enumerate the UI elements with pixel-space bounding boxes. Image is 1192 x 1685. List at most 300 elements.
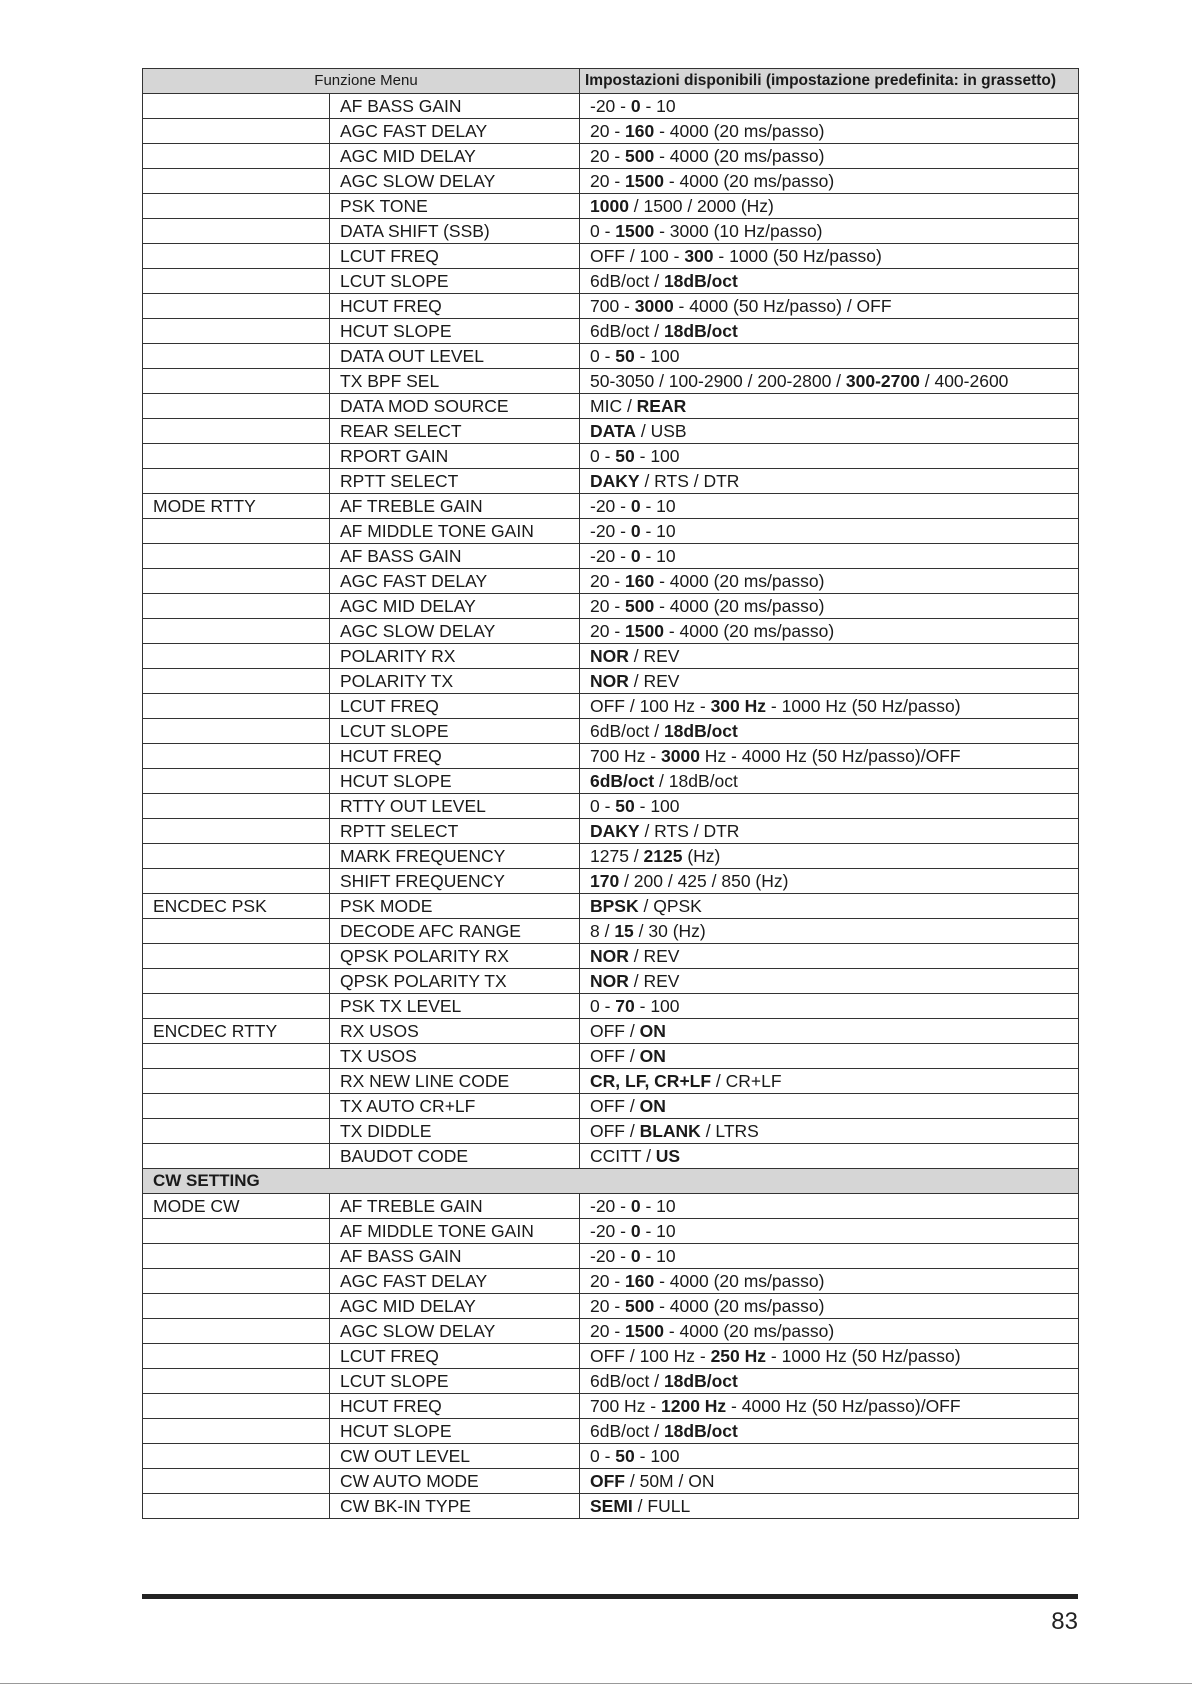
value-text: - 4000 (20 ms/passo) xyxy=(663,171,835,191)
value-text: -20 - xyxy=(590,496,631,516)
function-cell: AGC MID DELAY xyxy=(330,144,580,169)
group-cell xyxy=(143,194,330,219)
value-text: OFF / xyxy=(590,1096,640,1116)
group-cell xyxy=(143,1244,330,1269)
value-cell xyxy=(580,719,1079,744)
table-row xyxy=(143,1244,1079,1269)
function-cell: QPSK POLARITY RX xyxy=(330,944,580,969)
table-row xyxy=(143,419,1079,444)
table-row xyxy=(143,219,1079,244)
default-value: 250 Hz xyxy=(710,1346,767,1366)
default-value: 18dB/oct xyxy=(663,721,738,741)
value-cell xyxy=(580,894,1079,919)
default-value: 300 Hz xyxy=(710,696,767,716)
table-row xyxy=(143,719,1079,744)
value-cell xyxy=(580,369,1079,394)
group-cell xyxy=(143,1219,330,1244)
value-text: - 100 xyxy=(634,796,680,816)
table-row xyxy=(143,744,1079,769)
group-cell xyxy=(143,669,330,694)
value-cell xyxy=(580,1044,1079,1069)
table-row xyxy=(143,594,1079,619)
value-cell xyxy=(580,544,1079,569)
value-text: / 400-2600 xyxy=(919,371,1009,391)
value-text: / REV xyxy=(628,971,680,991)
value-text: / USB xyxy=(636,421,687,441)
default-value: NOR xyxy=(590,671,629,691)
group-cell xyxy=(143,319,330,344)
group-cell xyxy=(143,1494,330,1519)
default-value: 160 xyxy=(625,571,655,591)
group-cell: ENCDEC PSK xyxy=(143,894,330,919)
group-cell xyxy=(143,619,330,644)
table-row xyxy=(143,1144,1079,1169)
value-cell xyxy=(580,1419,1079,1444)
value-cell xyxy=(580,1094,1079,1119)
function-cell: CW OUT LEVEL xyxy=(330,1444,580,1469)
value-text: 20 - xyxy=(590,1321,626,1341)
value-text: -20 - xyxy=(590,1246,631,1266)
value-cell xyxy=(580,244,1079,269)
table-row xyxy=(143,1069,1079,1094)
group-cell xyxy=(143,444,330,469)
value-cell xyxy=(580,1494,1079,1519)
group-cell xyxy=(143,369,330,394)
value-cell xyxy=(580,669,1079,694)
value-cell xyxy=(580,1219,1079,1244)
function-cell: AGC FAST DELAY xyxy=(330,119,580,144)
value-text: / CR+LF xyxy=(711,1071,782,1091)
value-text: - 4000 (50 Hz/passo) / OFF xyxy=(673,296,892,316)
value-text: - 4000 (20 ms/passo) xyxy=(654,146,825,166)
value-text: 6dB/oct / xyxy=(590,321,664,341)
table-row xyxy=(143,519,1079,544)
function-cell: POLARITY RX xyxy=(330,644,580,669)
group-cell xyxy=(143,794,330,819)
group-cell xyxy=(143,1294,330,1319)
value-cell xyxy=(580,1119,1079,1144)
group-cell: ENCDEC RTTY xyxy=(143,1019,330,1044)
value-text: - 1000 Hz (50 Hz/passo) xyxy=(766,1346,961,1366)
default-value: DAKY xyxy=(590,471,640,491)
value-text: 700 Hz - xyxy=(590,746,661,766)
default-value: 50 xyxy=(615,796,635,816)
value-text: OFF / 100 Hz - xyxy=(590,1346,711,1366)
table-row xyxy=(143,894,1079,919)
function-cell: QPSK POLARITY TX xyxy=(330,969,580,994)
table-row xyxy=(143,644,1079,669)
default-value: 170 xyxy=(590,871,620,891)
value-text: - 4000 (20 ms/passo) xyxy=(654,1271,825,1291)
default-value: SEMI xyxy=(590,1496,633,1516)
value-text: / FULL xyxy=(632,1496,691,1516)
table-row xyxy=(143,469,1079,494)
value-text: -20 - xyxy=(590,96,631,116)
function-cell: LCUT SLOPE xyxy=(330,1369,580,1394)
value-text: OFF / 100 - xyxy=(590,246,685,266)
default-value: 3000 xyxy=(661,746,700,766)
function-cell: LCUT SLOPE xyxy=(330,719,580,744)
function-cell: LCUT FREQ xyxy=(330,244,580,269)
value-text: / 200 / 425 / 850 (Hz) xyxy=(619,871,789,891)
value-text: -20 - xyxy=(590,1221,631,1241)
table-body xyxy=(143,94,1079,1519)
default-value: DAKY xyxy=(590,821,640,841)
value-cell xyxy=(580,1244,1079,1269)
value-text: 6dB/oct / xyxy=(590,1421,664,1441)
function-cell: AGC SLOW DELAY xyxy=(330,1319,580,1344)
value-text: - 4000 (20 ms/passo) xyxy=(654,121,825,141)
table-row xyxy=(143,1469,1079,1494)
function-cell: AF BASS GAIN xyxy=(330,1244,580,1269)
group-cell xyxy=(143,1094,330,1119)
table-row xyxy=(143,319,1079,344)
value-cell xyxy=(580,344,1079,369)
default-value: 3000 xyxy=(634,296,674,316)
function-cell: CW BK-IN TYPE xyxy=(330,1494,580,1519)
value-cell xyxy=(580,694,1079,719)
function-cell: SHIFT FREQUENCY xyxy=(330,869,580,894)
value-text: 6dB/oct / xyxy=(590,721,664,741)
default-value: 2125 xyxy=(643,846,683,866)
group-cell xyxy=(143,769,330,794)
value-cell xyxy=(580,494,1079,519)
value-text: 20 - xyxy=(590,571,626,591)
table-row xyxy=(143,619,1079,644)
group-cell xyxy=(143,544,330,569)
value-text: -20 - xyxy=(590,546,631,566)
value-text: / RTS / DTR xyxy=(639,471,740,491)
value-text: -20 - xyxy=(590,521,631,541)
function-cell: DATA SHIFT (SSB) xyxy=(330,219,580,244)
value-text: 6dB/oct / xyxy=(590,1371,664,1391)
value-text: - 100 xyxy=(634,346,680,366)
function-cell: AGC MID DELAY xyxy=(330,1294,580,1319)
value-text: 50-3050 / 100-2900 / 200-2800 / xyxy=(590,371,846,391)
default-value: 0 xyxy=(630,546,641,566)
group-cell xyxy=(143,519,330,544)
value-cell xyxy=(580,594,1079,619)
value-cell xyxy=(580,1369,1079,1394)
value-text: - 10 xyxy=(640,1246,676,1266)
value-cell xyxy=(580,769,1079,794)
default-value: 0 xyxy=(630,521,641,541)
table-row xyxy=(143,1094,1079,1119)
group-cell xyxy=(143,1394,330,1419)
table-row xyxy=(143,869,1079,894)
function-cell: AF BASS GAIN xyxy=(330,94,580,119)
value-cell xyxy=(580,444,1079,469)
group-cell xyxy=(143,1469,330,1494)
function-cell: RPTT SELECT xyxy=(330,469,580,494)
value-text: CCITT / xyxy=(590,1146,656,1166)
value-cell xyxy=(580,844,1079,869)
group-cell xyxy=(143,1369,330,1394)
default-value: NOR xyxy=(590,971,629,991)
value-text: 700 - xyxy=(590,296,635,316)
value-text: OFF / xyxy=(590,1021,640,1041)
group-cell xyxy=(143,1269,330,1294)
group-cell xyxy=(143,1319,330,1344)
value-cell xyxy=(580,994,1079,1019)
value-cell xyxy=(580,1469,1079,1494)
default-value: OFF xyxy=(590,1471,625,1491)
group-cell xyxy=(143,1119,330,1144)
table-row xyxy=(143,1044,1079,1069)
value-text: 0 - xyxy=(590,346,616,366)
value-text: - 4000 (20 ms/passo) xyxy=(654,1296,825,1316)
function-cell: RTTY OUT LEVEL xyxy=(330,794,580,819)
value-text: 20 - xyxy=(590,621,626,641)
group-cell xyxy=(143,1044,330,1069)
table-row xyxy=(143,244,1079,269)
value-text: 0 - xyxy=(590,996,616,1016)
function-cell: AGC FAST DELAY xyxy=(330,1269,580,1294)
value-cell xyxy=(580,1344,1079,1369)
function-cell: AGC SLOW DELAY xyxy=(330,169,580,194)
function-cell: MARK FREQUENCY xyxy=(330,844,580,869)
default-value: 50 xyxy=(615,1446,635,1466)
function-cell: AGC MID DELAY xyxy=(330,594,580,619)
table-row xyxy=(143,294,1079,319)
value-text: - 100 xyxy=(634,1446,680,1466)
function-cell: RPORT GAIN xyxy=(330,444,580,469)
value-cell xyxy=(580,1019,1079,1044)
menu-settings-table xyxy=(142,68,1079,1519)
default-value: 1500 xyxy=(625,621,664,641)
value-cell xyxy=(580,1444,1079,1469)
value-text: / RTS / DTR xyxy=(639,821,740,841)
value-text: 0 - xyxy=(590,796,616,816)
value-text: 700 Hz - xyxy=(590,1396,661,1416)
value-text: OFF / xyxy=(590,1046,640,1066)
table-row xyxy=(143,1319,1079,1344)
default-value: ON xyxy=(639,1021,666,1041)
value-cell xyxy=(580,1394,1079,1419)
value-text: Hz - 4000 Hz (50 Hz/passo)/OFF xyxy=(699,746,961,766)
value-text: 20 - xyxy=(590,171,626,191)
value-text: 0 - xyxy=(590,1446,616,1466)
value-text: - 4000 (20 ms/passo) xyxy=(663,1321,835,1341)
value-text: - 100 xyxy=(634,996,680,1016)
table-row xyxy=(143,569,1079,594)
function-cell: HCUT FREQ xyxy=(330,1394,580,1419)
value-text: 20 - xyxy=(590,596,626,616)
group-cell xyxy=(143,269,330,294)
section-title: CW SETTING xyxy=(143,1169,1079,1194)
default-value: 50 xyxy=(615,446,635,466)
table-row xyxy=(143,1294,1079,1319)
function-cell: LCUT FREQ xyxy=(330,694,580,719)
function-cell: PSK MODE xyxy=(330,894,580,919)
value-cell xyxy=(580,469,1079,494)
value-cell xyxy=(580,294,1079,319)
table-row xyxy=(143,1494,1079,1519)
value-cell xyxy=(580,819,1079,844)
value-text: - 10 xyxy=(640,496,676,516)
function-cell: PSK TX LEVEL xyxy=(330,994,580,1019)
default-value: 70 xyxy=(615,996,635,1016)
value-cell xyxy=(580,1069,1079,1094)
value-text: - 1000 (50 Hz/passo) xyxy=(713,246,882,266)
function-cell: HCUT SLOPE xyxy=(330,769,580,794)
default-value: 0 xyxy=(630,1196,641,1216)
table-row xyxy=(143,494,1079,519)
value-cell xyxy=(580,219,1079,244)
default-value: 500 xyxy=(625,1296,655,1316)
value-text: 8 / xyxy=(590,921,615,941)
header-available-settings: Impostazioni disponibili (impostazione predefinita: in grassetto) xyxy=(580,69,1079,94)
function-cell: DATA MOD SOURCE xyxy=(330,394,580,419)
function-cell: AF BASS GAIN xyxy=(330,544,580,569)
group-cell xyxy=(143,94,330,119)
default-value: 18dB/oct xyxy=(663,271,738,291)
function-cell: AF TREBLE GAIN xyxy=(330,494,580,519)
value-text: OFF / 100 Hz - xyxy=(590,696,711,716)
default-value: 18dB/oct xyxy=(663,1421,738,1441)
group-cell xyxy=(143,294,330,319)
default-value: 0 xyxy=(630,1246,641,1266)
function-cell: RPTT SELECT xyxy=(330,819,580,844)
default-value: 500 xyxy=(625,146,655,166)
group-cell xyxy=(143,869,330,894)
value-cell xyxy=(580,269,1079,294)
default-value: 500 xyxy=(625,596,655,616)
group-cell xyxy=(143,219,330,244)
value-text: (Hz) xyxy=(682,846,721,866)
default-value: CR, LF, CR+LF xyxy=(590,1071,712,1091)
default-value: 0 xyxy=(630,96,641,116)
default-value: 6dB/oct xyxy=(590,771,655,791)
value-cell xyxy=(580,1269,1079,1294)
value-text: 0 - xyxy=(590,446,616,466)
default-value: 160 xyxy=(625,1271,655,1291)
group-cell xyxy=(143,169,330,194)
value-text: / 30 (Hz) xyxy=(633,921,706,941)
value-text: - 1000 Hz (50 Hz/passo) xyxy=(766,696,961,716)
default-value: NOR xyxy=(590,646,629,666)
table-row xyxy=(143,669,1079,694)
table-row xyxy=(143,769,1079,794)
value-cell xyxy=(580,169,1079,194)
group-cell xyxy=(143,1419,330,1444)
value-text: - 4000 Hz (50 Hz/passo)/OFF xyxy=(726,1396,961,1416)
group-cell: MODE RTTY xyxy=(143,494,330,519)
group-cell xyxy=(143,419,330,444)
value-text: 20 - xyxy=(590,1296,626,1316)
function-cell: RX USOS xyxy=(330,1019,580,1044)
value-text: / REV xyxy=(628,671,680,691)
value-cell xyxy=(580,144,1079,169)
default-value: US xyxy=(655,1146,681,1166)
table-row xyxy=(143,544,1079,569)
value-cell xyxy=(580,944,1079,969)
function-cell: HCUT FREQ xyxy=(330,744,580,769)
group-cell xyxy=(143,1069,330,1094)
value-text: / LTRS xyxy=(700,1121,759,1141)
function-cell: TX USOS xyxy=(330,1044,580,1069)
function-cell: RX NEW LINE CODE xyxy=(330,1069,580,1094)
table-row xyxy=(143,444,1079,469)
default-value: REAR xyxy=(636,396,687,416)
group-cell xyxy=(143,569,330,594)
function-cell: AF MIDDLE TONE GAIN xyxy=(330,519,580,544)
table-row xyxy=(143,394,1079,419)
table-row xyxy=(143,819,1079,844)
default-value: DATA xyxy=(590,421,637,441)
table-row xyxy=(143,269,1079,294)
function-cell: REAR SELECT xyxy=(330,419,580,444)
value-cell xyxy=(580,394,1079,419)
function-cell: TX DIDDLE xyxy=(330,1119,580,1144)
table-row xyxy=(143,1419,1079,1444)
default-value: 50 xyxy=(615,346,635,366)
header-menu-function: Funzione Menu xyxy=(143,69,580,94)
default-value: NOR xyxy=(590,946,629,966)
function-cell: AF MIDDLE TONE GAIN xyxy=(330,1219,580,1244)
default-value: 18dB/oct xyxy=(663,1371,738,1391)
value-text: - 100 xyxy=(634,446,680,466)
group-cell xyxy=(143,969,330,994)
table-row xyxy=(143,1394,1079,1419)
table-row xyxy=(143,1269,1079,1294)
group-cell xyxy=(143,244,330,269)
default-value: 1500 xyxy=(625,171,664,191)
group-cell xyxy=(143,144,330,169)
value-cell xyxy=(580,1294,1079,1319)
group-cell xyxy=(143,119,330,144)
default-value: 1200 Hz xyxy=(661,1396,727,1416)
table-row xyxy=(143,1219,1079,1244)
default-value: ON xyxy=(639,1096,666,1116)
table-row xyxy=(143,844,1079,869)
group-cell xyxy=(143,594,330,619)
value-text: 0 - xyxy=(590,221,616,241)
value-cell xyxy=(580,94,1079,119)
function-cell: AGC SLOW DELAY xyxy=(330,619,580,644)
group-cell xyxy=(143,644,330,669)
value-cell xyxy=(580,619,1079,644)
group-cell xyxy=(143,744,330,769)
table-row xyxy=(143,344,1079,369)
group-cell xyxy=(143,469,330,494)
value-cell xyxy=(580,319,1079,344)
table-row xyxy=(143,144,1079,169)
default-value: 15 xyxy=(614,921,634,941)
function-cell: AGC FAST DELAY xyxy=(330,569,580,594)
bottom-rule xyxy=(142,1594,1078,1599)
value-text: - 10 xyxy=(640,521,676,541)
value-cell xyxy=(580,869,1079,894)
value-text: - 3000 (10 Hz/passo) xyxy=(654,221,823,241)
table-row xyxy=(143,1344,1079,1369)
function-cell: HCUT SLOPE xyxy=(330,319,580,344)
default-value: 18dB/oct xyxy=(663,321,738,341)
table-header-row xyxy=(143,69,1079,94)
default-value: BLANK xyxy=(639,1121,701,1141)
function-cell: CW AUTO MODE xyxy=(330,1469,580,1494)
value-text: MIC / xyxy=(590,396,637,416)
value-text: - 4000 (20 ms/passo) xyxy=(654,571,825,591)
function-cell: TX AUTO CR+LF xyxy=(330,1094,580,1119)
value-cell xyxy=(580,1194,1079,1219)
group-cell xyxy=(143,919,330,944)
value-cell xyxy=(580,919,1079,944)
table-row xyxy=(143,119,1079,144)
default-value: 1500 xyxy=(615,221,655,241)
table-row xyxy=(143,694,1079,719)
function-cell: BAUDOT CODE xyxy=(330,1144,580,1169)
